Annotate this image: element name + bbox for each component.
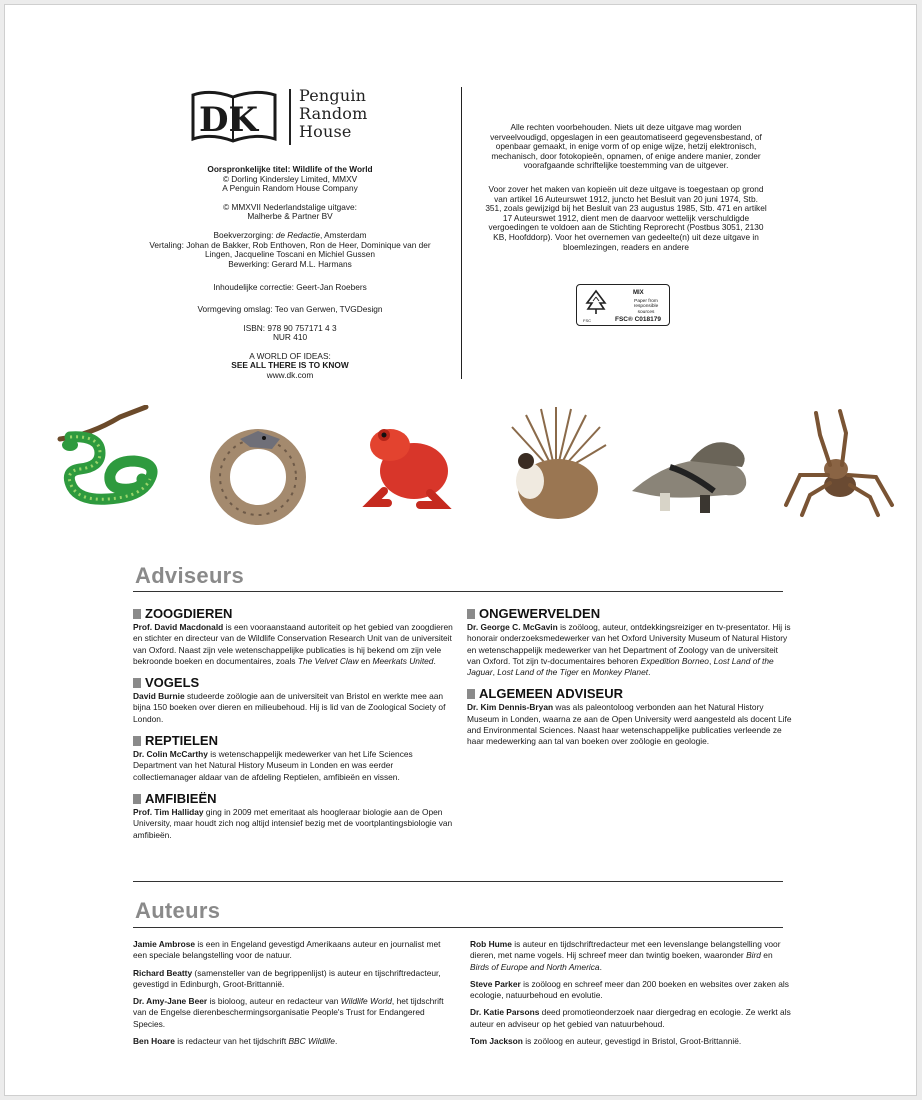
prh-line-3: House <box>299 122 352 141</box>
author-text: is zoöloog en auteur, gevestigd in Bristol, Groot-Brittannië. <box>522 1036 742 1047</box>
dk-logo-text: DK <box>199 100 259 140</box>
fsc-paper: Paper from responsible sources <box>633 299 659 315</box>
reptielen-heading-text: REPTIELEN <box>145 733 218 749</box>
ongewervelden-and: en <box>578 667 593 678</box>
zoogdieren-end: . <box>433 655 436 666</box>
algemeen-bio <box>467 702 792 747</box>
adviseurs-title: Adviseurs <box>135 563 245 588</box>
publisher-name: Malherbe & Partner BV <box>247 211 333 222</box>
algemeen-name: Dr. Kim Dennis-Bryan <box>467 702 554 713</box>
boekverzorging-label: Boekverzorging: <box>213 229 276 240</box>
rights-paragraph-1: Alle rechten voorbehouden. Niets uit deze uitgave mag worden verveelvoudigd, opgeslagen in een geautomatiseerd gegevensbestand, of openbaar gemaakt, in enige vorm of op enige wijze, hetzij elektronisch, mechanisch, door fotokopieën, opnamen, of enige andere manier, zonder voorafgaande schriftelijke toestemming van de uitgever. <box>490 122 762 171</box>
fsc-mix: MIX <box>633 290 644 296</box>
author-entry <box>133 1036 455 1047</box>
auteurs-left-column <box>133 939 455 1053</box>
zoogdieren-block <box>133 607 458 667</box>
adviseurs-right-column <box>467 607 792 757</box>
zoogdieren-bio <box>133 622 458 667</box>
amfibieen-block <box>133 792 458 841</box>
company-line: A Penguin Random House Company <box>222 183 358 194</box>
algemeen-heading <box>467 687 792 701</box>
author-em: Wildlife World <box>340 996 392 1007</box>
author-text2: en <box>760 950 773 961</box>
vertaling-line: Vertaling: Johan de Bakker, Rob Enthoven, Ron de Heer, Dominique van der Lingen, Jacqueline Toscani en Michiel Gussen <box>149 239 431 260</box>
auteurs-right-column <box>470 939 792 1053</box>
vertical-divider <box>461 87 462 379</box>
boekverzorging-name: de Redactie <box>275 229 320 240</box>
heading-square-icon <box>133 794 141 804</box>
author-entry <box>133 939 455 962</box>
author-name: Jamie Ambrose <box>133 939 196 949</box>
auteurs-title: Auteurs <box>135 898 221 923</box>
prh-line-1: Penguin <box>299 86 367 105</box>
ongewervelden-name: Dr. George C. McGavin <box>467 622 558 632</box>
vogels-bio <box>133 691 458 725</box>
amfibieen-heading-text: AMFIBIEËN <box>145 790 217 806</box>
author-text: is een in Engeland gevestigd Amerikaans auteur en journalist met een speciale belangstelling voor de natuur. <box>133 939 441 961</box>
author-name: Richard Beatty <box>133 967 193 978</box>
author-text: is redacteur van het tijdschrift <box>174 1036 289 1047</box>
author-em2: Birds of Europe and North America <box>470 961 600 972</box>
ongewervelden-text: is zoöloog, auteur, ontdekkingsreiziger en tv-presentator. Hij is honorair onderzoeksmedewerker van het Oxford University Museum of Natural History en wetenschappelijk medewerker van het Department of Zoology van de universiteit van Oxford. Tot zijn tv-documentaires behoren <box>467 622 791 666</box>
publisher-logos <box>189 87 399 147</box>
dk-logo-icon <box>189 87 279 145</box>
zoogdieren-em1: The Velvet Claw <box>297 655 359 666</box>
author-text3: . <box>599 961 602 972</box>
amfibieen-heading <box>133 792 458 806</box>
copyright-dk: © Dorling Kindersley Limited, MMXV <box>222 173 358 184</box>
logo-divider <box>289 89 291 145</box>
vogels-block <box>133 676 458 725</box>
zoogdieren-em2: Meerkats United <box>372 655 434 666</box>
imprint-group-4 <box>135 283 445 293</box>
ongewervelden-heading-text: ONGEWERVELDEN <box>479 606 601 621</box>
author-name: Tom Jackson <box>470 1036 523 1047</box>
armadillo-lizard-icon <box>200 405 320 530</box>
tomato-frog-icon <box>350 405 470 530</box>
rights-column <box>485 123 767 266</box>
penguin-random-house-logo <box>299 87 368 141</box>
ongewervelden-sep2: , <box>492 667 498 678</box>
amfibieen-text: ging in 2009 met emeritaat als hoogleraar biologie aan de Open University, maar houdt zich nog altijd intensief bezig met de voortplantingsbiologie van amfibieën. <box>133 806 453 840</box>
amfibieen-bio <box>133 807 458 841</box>
green-snake-icon <box>50 405 170 530</box>
imprint-column <box>135 165 445 390</box>
imprint-group-5 <box>135 305 445 315</box>
imprint-group-1 <box>135 165 445 194</box>
giant-anteater-icon <box>630 405 750 530</box>
author-entry <box>133 996 455 1030</box>
fsc-mark <box>576 284 670 326</box>
adviseurs-left-column <box>133 607 458 850</box>
ongewervelden-em1: Expedition Borneo <box>640 655 709 666</box>
author-entry <box>470 939 792 973</box>
reptielen-heading <box>133 734 458 748</box>
fsc-label: FSC <box>583 318 591 323</box>
boekverzorging-city: , Amsterdam <box>319 229 367 240</box>
ongewervelden-heading <box>467 607 792 621</box>
zoogdieren-heading <box>133 607 458 621</box>
author-name: Steve Parker <box>470 978 521 989</box>
ongewervelden-block <box>467 607 792 678</box>
prh-line-2: Random <box>299 104 368 123</box>
zoogdieren-and: en <box>358 655 373 666</box>
author-name: Rob Hume <box>470 939 512 949</box>
ongewervelden-end: . <box>648 667 651 678</box>
imprint-group-3 <box>135 231 445 269</box>
imprint-group-7 <box>135 352 445 381</box>
book-page <box>4 4 917 1096</box>
algemeen-block <box>467 687 792 747</box>
dk-url: www.dk.com <box>266 369 314 380</box>
omslag-line: Vormgeving omslag: Teo van Gerwen, TVGDesign <box>197 303 383 314</box>
vogels-name: David Burnie <box>133 691 185 702</box>
reptielen-name: Dr. Colin McCarthy <box>133 749 208 760</box>
author-text: deed promotieonderzoek naar diergedrag en ecologie. Ze werkt als auteur en adviseur op het gebied van natuurbehoud. <box>470 1007 791 1029</box>
vogels-heading <box>133 676 458 690</box>
ongewervelden-sep: , <box>708 655 714 666</box>
fsc-tree-icon <box>583 289 609 315</box>
author-em: BBC Wildlife <box>288 1036 335 1047</box>
imprint-group-6 <box>135 324 445 343</box>
author-name: Dr. Amy-Jane Beer <box>133 996 208 1007</box>
author-text: is auteur en tijdschriftredacteur met een levenslange belangstelling voor dieren, met name vogels. Hij schreef meer dan twintig boeken, waaronder <box>470 939 781 961</box>
heading-square-icon <box>133 609 141 619</box>
rights-paragraph-2: Voor zover het maken van kopieën uit deze uitgave is toegestaan op grond van artikel 16 Auteurswet 1912, juncto het Besluit van 20 juni 1974, Stb. 351, zoals gewijzigd bij het Besluit van 23 augustus 1985, Stb. 471 en artikel 17 Auteurswet 1912, dient men de daarvoor wettelijk verschuldigde vergoedingen te voldoen aan de Stichting Reprorecht (Postbus 3051, 2130 KB, Hoofddorp). Voor het overnemen van gedeelte(n) uit deze uitgave in bloemlezingen, readers en andere <box>485 183 767 252</box>
fsc-code: FSC® C018179 <box>615 316 661 323</box>
heading-square-icon <box>467 609 475 619</box>
imprint-group-2 <box>135 203 445 222</box>
author-text2: . <box>334 1036 338 1047</box>
author-em: Bird <box>746 950 761 961</box>
ongewervelden-em4: Monkey Planet <box>592 667 649 678</box>
world-line-2: SEE ALL THERE IS TO KNOW <box>231 360 349 371</box>
ongewervelden-em2: Lost Land of the Jaguar <box>467 655 774 678</box>
world-line-1: A WORLD OF IDEAS: <box>249 350 331 361</box>
tarantula-icon <box>780 405 900 530</box>
author-name: Ben Hoare <box>133 1036 175 1047</box>
isbn-line: ISBN: 978 90 757171 4 3 <box>243 322 337 333</box>
adviseurs-rule <box>133 591 783 592</box>
amfibieen-name: Prof. Tim Halliday <box>133 806 204 817</box>
author-text2: , het tijdschrift van de Engelse dierenbeschermingsorganisatie People's Trust for Endangered Species. <box>133 996 444 1029</box>
author-entry <box>470 1036 792 1047</box>
reptielen-bio <box>133 749 458 783</box>
copyright-nl: © MMXVII Nederlandstalige uitgave: <box>223 201 357 212</box>
correctie-line: Inhoudelijke correctie: Geert-Jan Roebers <box>213 282 367 293</box>
ongewervelden-em3: Lost Land of the Tiger <box>497 667 579 678</box>
reptielen-text: is wetenschappelijk medewerker van het Life Sciences Department van het Natural History Museum in Londen en was eerder collectiemanager aldaar van de afdeling Reptielen, amfibieën en vissen. <box>133 749 413 782</box>
vogels-heading-text: VOGELS <box>145 675 200 691</box>
author-text: is bioloog, auteur en redacteur van <box>207 996 341 1007</box>
zoogdieren-heading-text: ZOOGDIEREN <box>145 606 233 621</box>
auteurs-rule <box>133 927 783 928</box>
vogels-text: studeerde zoölogie aan de universiteit van Bristol en werkte mee aan bijna 150 boeken over dieren en milieubehoud. Hij is lid van de Zoological Society of London. <box>133 691 446 724</box>
reptielen-block <box>133 734 458 783</box>
author-entry <box>133 968 455 991</box>
original-title: Oorspronkelijke titel: Wildlife of the World <box>207 164 373 174</box>
bewerking-line: Bewerking: Gerard M.L. Harmans <box>228 258 352 269</box>
animal-strip <box>50 405 900 530</box>
zoogdieren-name: Prof. David Macdonald <box>133 622 224 632</box>
nur-line: NUR 410 <box>272 332 308 343</box>
zoogdieren-text: is een vooraanstaand autoriteit op het gebied van zoogdieren en stichter en directeur van de Wildlife Conservation Research Unit van de universiteit van Oxford. Naast zijn vele wetenschappelijke publicaties is hij bekend om zijn vele bekroonde boeken en documentaires, zoals <box>133 622 453 666</box>
ongewervelden-bio <box>467 622 792 678</box>
author-text: is zoöloog en schreef meer dan 200 boeken en websites over zaken als ecologie, natuurbehoud en evolutie. <box>470 978 789 1001</box>
heading-square-icon <box>133 736 141 746</box>
sage-grouse-icon <box>496 405 616 530</box>
author-entry <box>470 979 792 1002</box>
author-name: Dr. Katie Parsons <box>470 1007 540 1018</box>
heading-square-icon <box>467 689 475 699</box>
algemeen-text: was als paleontoloog verbonden aan het Natural History Museum in Londen, waarna ze aan de Open University werd aangesteld als docent Life and Environmental Sciences. Naast haar wetenschappelijke publicaties verleende ze haar medewerking aan tal van boeken over zoölogie en geologie. <box>467 702 792 747</box>
algemeen-heading-text: ALGEMEEN ADVISEUR <box>479 686 623 702</box>
author-text: (samensteller van de begrippenlijst) is auteur en tijschriftredacteur, gevestigd in Edinburgh, Groot-Brittannië. <box>133 967 441 989</box>
auteurs-top-rule <box>133 881 783 882</box>
heading-square-icon <box>133 678 141 688</box>
author-entry <box>470 1007 792 1030</box>
